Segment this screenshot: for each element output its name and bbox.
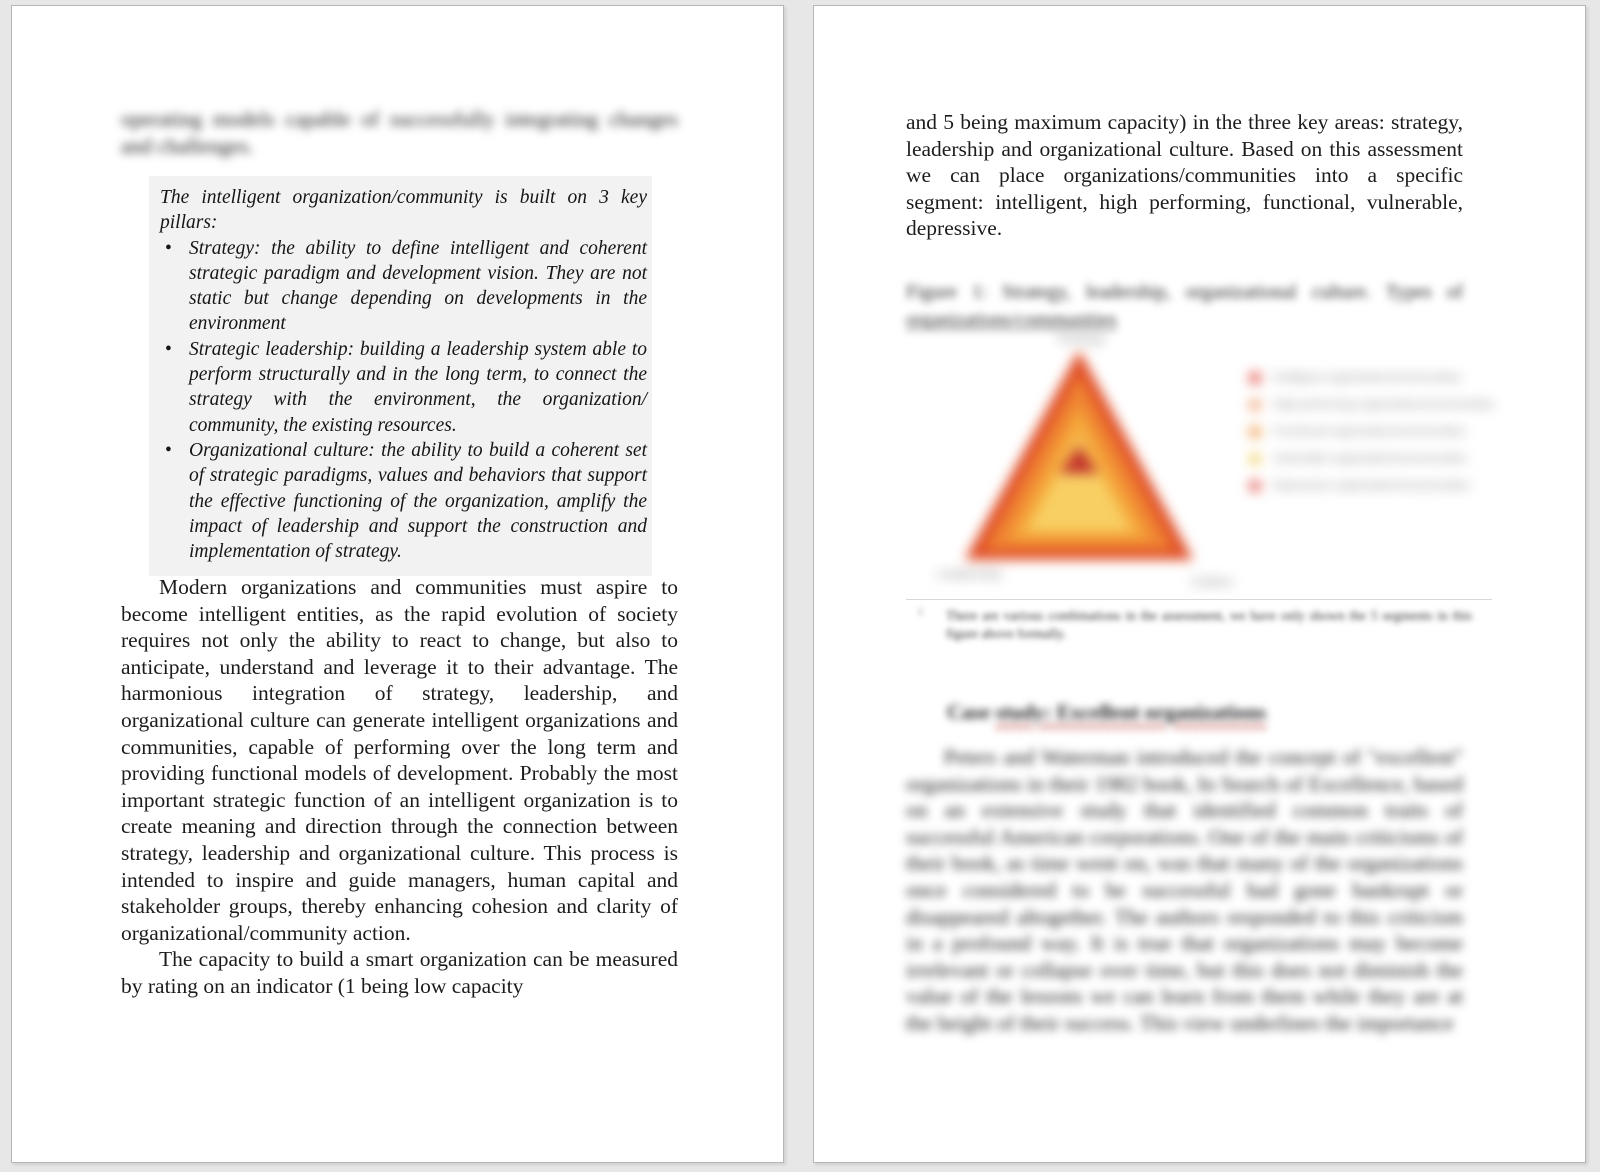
figure-caption — [906, 279, 1463, 335]
quote-bullet-text: Strategy: the ability to define intelligent and coherent strategic paradigm and development vision. They are not static but change depending on developments in the environment — [189, 237, 647, 335]
document-page-left — [11, 5, 784, 1163]
legend-marker-dot — [1249, 480, 1261, 492]
quote-bullet-text: Strategic leadership: building a leadership system able to perform structurally and in the long term, to connect the strategy with the environment, the organization/ community, the existing resources. — [189, 338, 647, 436]
quote-bullet-leadership — [160, 337, 647, 438]
axis-label-leadership: Leadership — [937, 566, 1002, 581]
legend-marker-dot — [1249, 372, 1261, 384]
legend-item: Vulnerable organizations/communities — [1249, 445, 1499, 472]
quote-block — [149, 176, 652, 576]
bullet-icon: • — [165, 338, 172, 360]
legend-item: Intelligent organizations/communities — [1249, 364, 1499, 391]
pyramid-figure — [899, 328, 1519, 593]
quote-bullet-strategy — [160, 236, 647, 337]
left-page-body — [121, 574, 678, 1000]
figure-caption-line1: Figure 1: Strategy, leadership, organizational culture. Types of — [906, 282, 1463, 303]
footnote-text: There are various combinations in the assessment, we have only shown the 5 segments in this figure above formally. — [946, 608, 1472, 641]
carryover-paragraph: operating models capable of successfully integrating changes and challenges. — [121, 107, 678, 158]
figure-caption-line2: organizations/communities — [906, 310, 1117, 331]
axis-label-strategy: Strategy — [1056, 330, 1106, 345]
quote-intro: The intelligent organization/community is built on 3 key pillars: — [160, 187, 647, 234]
footnote-separator — [906, 599, 1492, 600]
legend-item: Depressive organizations/communities — [1249, 472, 1499, 499]
axis-label-culture: Culture — [1191, 574, 1233, 589]
spellcheck-underline: study: Excellent organizations — [995, 700, 1267, 724]
legend-marker-dot — [1249, 453, 1261, 465]
legend-marker-dot — [1249, 426, 1261, 438]
legend-marker-dot — [1249, 399, 1261, 411]
continued-paragraph: and 5 being maximum capacity) in the three key areas: strategy, leadership and organizational culture. Based on this assessment we can place organizations/communities into a specific segment: intelligent, high performing, functional, vulnerable, depressive. — [906, 110, 1463, 241]
legend-item: High performing organizations/communities — [1249, 391, 1499, 418]
bullet-icon: • — [165, 439, 172, 461]
body-paragraph: Modern organizations and communities must aspire to become intelligent entities, as the rapid evolution of society requires not only the ability to react to change, but also to anticipate, understand and leverage it to their advantage. The harmonious integration of strategy, leadership, and organizational culture can generate intelligent organizations and communities, capable of performing over the long term and providing functional models of development. Probably the most important strategic function of an intelligent organization is to create meaning and direction through the connection between strategy, leadership and organizational culture. This process is intended to inspire and guide managers, human capital and stakeholder groups, thereby enhancing cohesion and clarity of organizational/community action. — [121, 575, 678, 945]
footnote — [906, 607, 1472, 642]
pyramid-chart — [959, 346, 1199, 564]
right-page-body — [906, 744, 1463, 1046]
bullet-icon: • — [165, 237, 172, 259]
body-paragraph: Peters and Waterman introduced the concept of "excellent" organizations in their 1982 book, In Search of Excellence, based on an extensive study that identified common traits of successful American corporations. One of the main criticisms of their book, as time went on, was that many of the organizations once considered to be successful had gone bankrupt or disappeared altogether. The authors responded to this criticism in a profound way. It is true that organizations may become irrelevant or collapse over time, but this does not diminish the value of the lessons we can learn from them while they are at the height of their success. This view underlines the importance — [906, 745, 1463, 1035]
footnote-marker: 1 — [918, 607, 923, 618]
document-page-right — [813, 5, 1586, 1163]
quote-bullet-text: Organizational culture: the ability to build a coherent set of strategic paradigms, values and behaviors that support the effective functioning of the organization, amplify the impact of leadership and support the construction and implementation of strategy. — [189, 439, 647, 563]
figure-legend — [1249, 364, 1499, 499]
body-paragraph: The capacity to build a smart organization can be measured by rating on an indicator (1 being low capacity — [121, 947, 678, 998]
section-heading: Case study: Excellent organizations — [947, 700, 1267, 724]
quote-bullet-culture — [160, 438, 647, 564]
legend-item: Functional organizations/communities — [1249, 418, 1499, 445]
